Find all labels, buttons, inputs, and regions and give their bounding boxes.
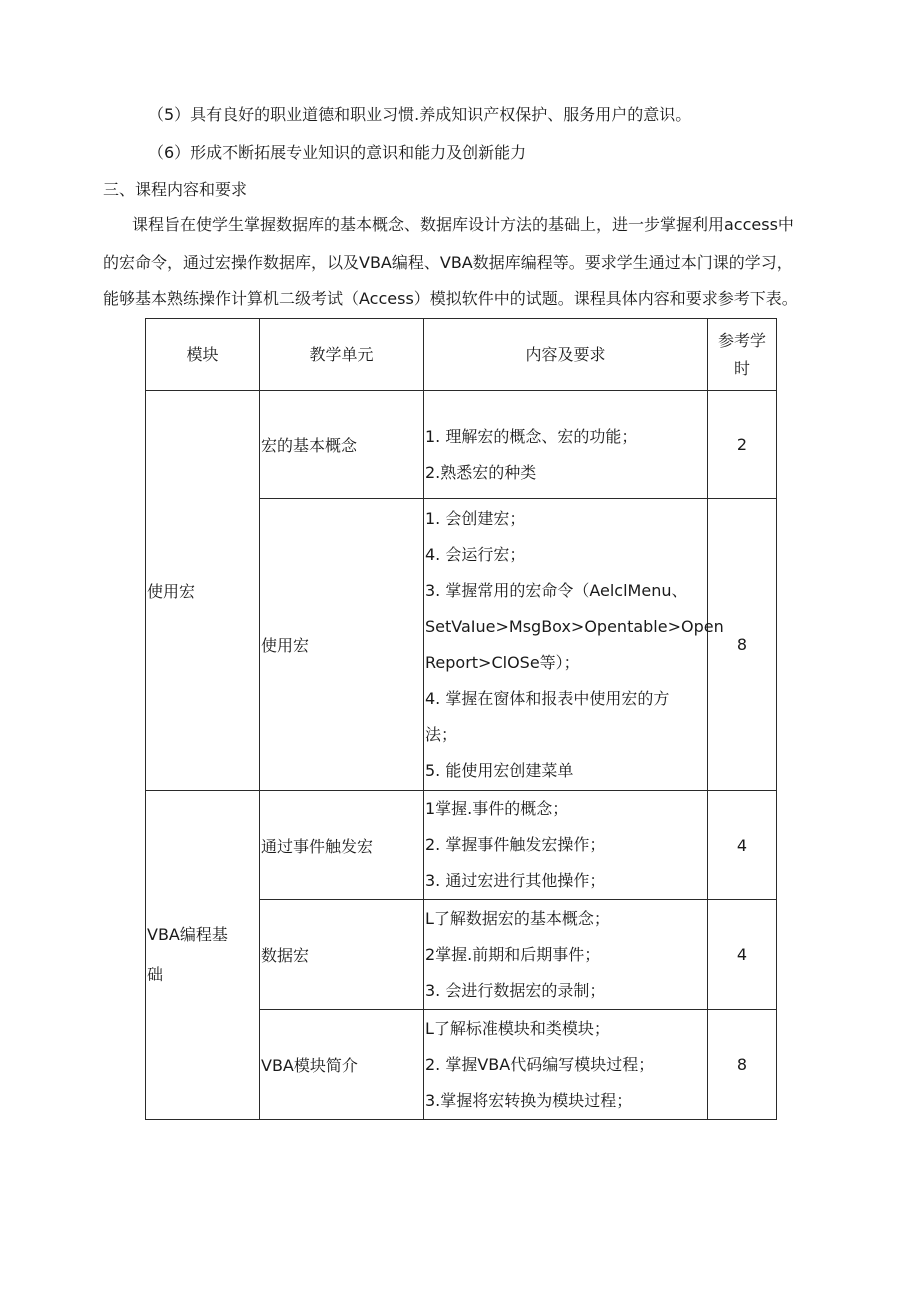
hours-cell: 8 <box>708 499 777 791</box>
requirement-item: 4. 会运行宏； <box>425 544 526 564</box>
requirement-item: 2掌握.前期和后期事件； <box>425 944 601 964</box>
requirements-cell <box>424 499 724 791</box>
header-content: 内容及要求 <box>424 319 708 391</box>
requirement-item: 3. 掌握常用的宏命令（AelclMenu、 <box>425 580 688 600</box>
unit-cell: 数据宏 <box>260 900 424 1010</box>
unit-cell: 使用宏 <box>260 499 424 791</box>
requirement-item: 2. 掌握VBA代码编写模块过程； <box>425 1054 655 1074</box>
requirement-item: L了解标准模块和类模块； <box>425 1018 610 1038</box>
unit-cell: VBA模块简介 <box>260 1010 424 1120</box>
header-module: 模块 <box>146 319 260 391</box>
requirements-cell <box>424 1010 708 1120</box>
requirement-item: SetVaIue>MsgBox>Opentable>Open <box>425 616 724 636</box>
requirements-cell <box>424 791 708 900</box>
requirement-item: 4. 掌握在窗体和报表中使用宏的方 <box>425 688 670 708</box>
requirement-item: Report>ClOSe等）； <box>425 652 580 672</box>
requirement-item: 3.掌握将宏转换为模块过程； <box>425 1090 633 1110</box>
requirement-item: L了解数据宏的基本概念； <box>425 908 610 928</box>
requirement-item: 1. 理解宏的概念、宏的功能； <box>425 426 638 446</box>
requirement-item: 3. 会进行数据宏的录制； <box>425 980 606 1000</box>
section-3-heading: 三、课程内容和要求 <box>103 180 248 199</box>
intro-line-1: 课程旨在使学生掌握数据库的基本概念、数据库设计方法的基础上，进一步掌握利用access中 <box>132 215 794 234</box>
requirement-item: 2.熟悉宏的种类 <box>425 462 537 482</box>
header-unit: 教学单元 <box>260 319 424 391</box>
objective-item-5: （5）具有良好的职业道德和职业习惯.养成知识产权保护、服务用户的意识。 <box>148 105 692 124</box>
table-row <box>146 791 777 900</box>
hours-cell: 4 <box>708 900 777 1010</box>
requirement-item: 3. 通过宏进行其他操作； <box>425 871 606 890</box>
hours-cell: 4 <box>708 791 777 900</box>
requirements-cell <box>424 391 708 499</box>
intro-line-3: 能够基本熟练操作计算机二级考试（Access）模拟软件中的试题。课程具体内容和要求参考下表。 <box>103 289 798 308</box>
course-content-table <box>145 318 777 1120</box>
intro-line-2: 的宏命令，通过宏操作数据库，以及VBA编程、VBA数据库编程等。要求学生通过本门课的学习， <box>103 253 793 272</box>
objective-item-6: （6）形成不断拓展专业知识的意识和能力及创新能力 <box>148 143 527 162</box>
unit-cell: 宏的基本概念 <box>260 391 424 499</box>
header-hours: 参考学 时 <box>708 319 777 391</box>
table-header-row <box>146 319 777 391</box>
table-row <box>146 391 777 499</box>
requirement-item: 1. 会创建宏； <box>425 508 526 528</box>
module-cell-macro: 使用宏 <box>146 391 260 791</box>
module-cell-vba: VBA编程基 础 <box>146 791 260 1120</box>
unit-cell: 通过事件触发宏 <box>260 791 424 900</box>
requirement-item: 5. 能使用宏创建菜单 <box>425 760 574 780</box>
requirement-item: 1掌握.事件的概念； <box>425 799 569 818</box>
hours-cell: 2 <box>708 391 777 499</box>
requirement-item: 法； <box>425 724 458 744</box>
requirements-cell <box>424 900 708 1010</box>
requirement-item: 2. 掌握事件触发宏操作； <box>425 835 606 854</box>
hours-cell: 8 <box>708 1010 777 1120</box>
